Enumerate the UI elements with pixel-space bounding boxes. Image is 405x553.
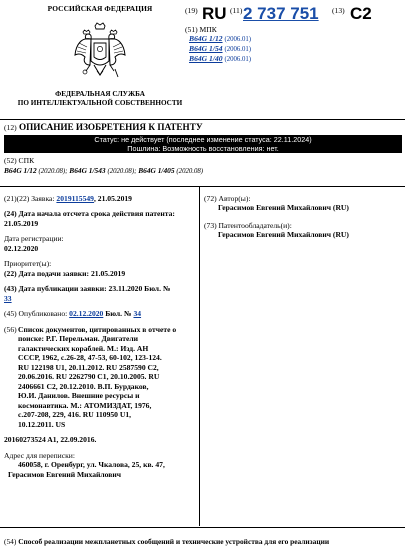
mpk-class-link[interactable]: B64G 1/54 [189, 44, 223, 54]
priority-label: Приоритет(ы): [4, 259, 52, 269]
spk-class: B64G 1/405 [138, 166, 175, 176]
cited-docs-text [18, 325, 176, 429]
left-column [4, 194, 196, 485]
term-start-label: (24) Дата начала отсчета срока действия патента: [4, 209, 175, 219]
authors-label: (72) Автор(ы): [204, 194, 251, 203]
mpk-version: (2006.01) [224, 56, 252, 64]
cited-docs-line: галактических кораблей. М.: Изд. АН [18, 343, 149, 353]
published-date-link[interactable]: 02.12.2020 [69, 309, 104, 319]
divider [0, 119, 405, 120]
status-line: Статус: не действует (последнее изменение статуса: 22.11.2024) [94, 135, 312, 144]
mpk-item [185, 44, 251, 54]
owner-value: Герасимов Евгений Михайлович (RU) [218, 230, 349, 240]
application-label: (21)(22) Заявка: [4, 194, 55, 203]
document-title [4, 122, 203, 134]
mpk-class-link[interactable]: B64G 1/40 [189, 54, 223, 64]
registration-label: Дата регистрации: [4, 234, 64, 244]
column-divider [199, 186, 200, 526]
mpk-item [185, 54, 251, 64]
fee-line: Пошлина: Возможность восстановления: нет. [127, 144, 279, 153]
spk-class: B64G 1/543 [69, 166, 106, 176]
term-start-value: 21.05.2019 [4, 218, 39, 228]
mpk-block [185, 25, 251, 65]
owner-block [204, 221, 402, 240]
invention-title-code: (54) [4, 537, 17, 546]
spk-values [4, 166, 203, 176]
invention-title-text: Способ реализации межпланетных сообщений и технические устройства для его реализации [18, 537, 330, 546]
code-13: (13) [332, 6, 345, 15]
title-code: (12) [4, 123, 17, 132]
cited-docs-code: (56) [4, 324, 17, 334]
header-left [0, 0, 200, 108]
spk-version: (2020.08); [107, 168, 137, 176]
status-bar [4, 135, 402, 153]
kind-code: C2 [350, 4, 372, 23]
coat-of-arms-icon [73, 21, 127, 83]
cited-docs-line: 2406661 C2, 20.12.2010. В.П. Бурдаков, [18, 381, 149, 391]
spk-label: (52) СПК [4, 156, 35, 165]
country-name: РОССИЙСКАЯ ФЕДЕРАЦИЯ [47, 4, 153, 13]
agency-line-1: ФЕДЕРАЛЬНАЯ СЛУЖБА [55, 90, 145, 99]
published-bulletin-link[interactable]: 34 [133, 309, 142, 319]
spk-block [4, 156, 203, 177]
mpk-version: (2006.01) [224, 46, 252, 54]
spk-class: B64G 1/12 [4, 166, 37, 176]
cited-docs-block [4, 325, 196, 429]
cited-docs-line: космонавтика. М.: АТОМИЗДАТ, 1976, [18, 400, 152, 410]
mpk-version: (2006.01) [224, 36, 252, 44]
publication-bulletin-link[interactable]: 33 [4, 293, 12, 303]
address-line: 460058, г. Оренбург, ул. Чкалова, 25, кв. 47, [18, 460, 165, 470]
agency-name [0, 90, 200, 107]
spk-version: (2020.08) [176, 168, 204, 176]
application-number-link[interactable]: 2019115549 [56, 194, 94, 203]
invention-title [4, 537, 404, 546]
application-block [4, 194, 196, 203]
address-block [4, 451, 196, 479]
application-date: , 21.05.2019 [93, 194, 132, 203]
cited-docs-line: Список документов, цитированных в отчете о [18, 324, 177, 334]
country-code: RU [202, 4, 227, 23]
cited-docs-line: RU 122198 U1, 20.11.2012. RU 2587590 C2, [18, 362, 159, 372]
mpk-item [185, 34, 251, 44]
term-start-block [4, 209, 196, 228]
cited-docs-line: СССР, 1962, с.26-28, 47-53, 60-102, 123-124. [18, 353, 162, 363]
priority-block [4, 259, 196, 278]
cited-docs-line: 20.06.2016. RU 2262790 C1, 20.10.2005. RU [18, 372, 160, 382]
agency-line-2: ПО ИНТЕЛЛЕКТУАЛЬНОЙ СОБСТВЕННОСТИ [17, 98, 183, 107]
cited-docs-row [4, 325, 196, 429]
mpk-label: (51) МПК [185, 25, 217, 34]
address-label: Адрес для переписки: [4, 450, 75, 460]
spk-version: (2020.08); [38, 168, 68, 176]
registration-block [4, 234, 196, 253]
priority-value: (22) Дата подачи заявки: 21.05.2019 [4, 268, 126, 278]
cited-docs-line: с.207-208, 229, 416. RU 110950 U1, [18, 410, 132, 420]
divider [0, 527, 405, 528]
code-19: (19) [185, 6, 198, 15]
registration-value: 02.12.2020 [4, 243, 39, 253]
code-11: (11) [230, 6, 243, 15]
owner-label: (73) Патентообладатель(и): [204, 220, 292, 230]
cited-docs-line: Ю.И. Данилов. Внешние ресурсы и [18, 391, 140, 401]
patent-number-link[interactable]: 2 737 751 [243, 4, 319, 23]
publication-label: (43) Дата публикации заявки: 23.11.2020 Бюл. № [4, 284, 171, 294]
right-column [204, 194, 402, 248]
mpk-class-link[interactable]: B64G 1/12 [189, 34, 223, 44]
cited-docs-line: 10.12.2011. US [18, 419, 66, 429]
published-block [4, 309, 196, 318]
publication-block [4, 284, 196, 303]
divider [0, 186, 405, 187]
cited-docs-line: поиске: Р.Г. Перельман. Двигатели [18, 334, 138, 344]
patent-number-line [185, 3, 405, 25]
published-label: (45) Опубликовано: [4, 309, 68, 319]
authors-value: Герасимов Евгений Михайлович (RU) [218, 203, 349, 213]
address-line: Герасимов Евгений Михайлович [8, 469, 122, 479]
title-text: ОПИСАНИЕ ИЗОБРЕТЕНИЯ К ПАТЕНТУ [18, 122, 203, 132]
cited-docs-tail: 20160273524 A1, 22.09.2016. [4, 435, 97, 445]
authors-block [204, 194, 402, 213]
published-bulletin-label: Бюл. № [105, 309, 132, 319]
